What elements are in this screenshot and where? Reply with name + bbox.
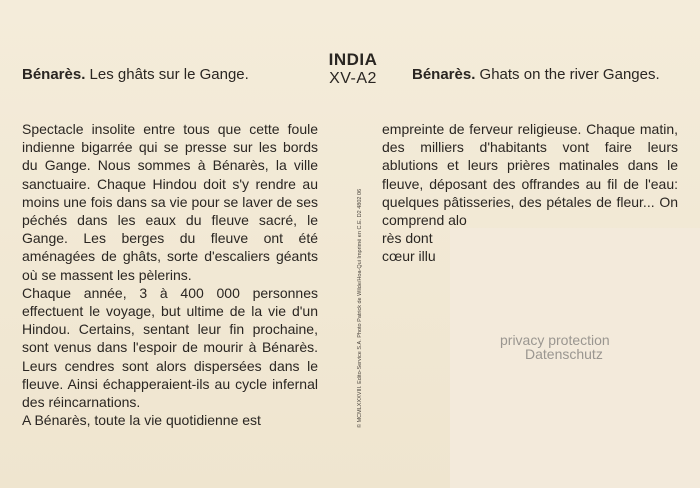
left-text-column [22,120,318,429]
card-number: XV-A2 [329,70,377,87]
paragraph: rès dont [382,230,433,247]
privacy-watermark [500,333,650,361]
paragraph: cœur illu [382,248,436,265]
privacy-line: Datenschutz [525,346,603,362]
caption-city-fr: Bénarès. [22,66,86,83]
english-caption [412,66,660,83]
paragraph: empreinte de ferveur religieuse. Chaque matin, des milliers d'habitants vont faire leurs ablutions et leurs prières matinales dans le fleuve, déposant des offrandes au fil de l'eau: quelques pâtisseries, des pétales de fleur... On comprend alo [382,121,678,229]
credit-text: © MCMLXXXVIII. Edito-Service S.A. Photo Patrick de Wilde/Hoa-Qui Imprimé en C.E. D2 4802 06 [357,188,363,428]
french-caption [22,66,249,83]
series-code [318,50,388,88]
caption-text-en: Ghats on the river Ganges. [475,66,660,83]
paragraph: Spectacle insolite entre tous que cette foule indienne bigarrée qui se presse sur les bords du Gange. Nous sommes à Bénarès, la ville sanctuaire. Chaque Hindou doit s'y rendre au moins une fois dans sa vie pour se laver de ses péchés dans les eaux du fleuve sacré, le Gange. Les berges du fleuve ont été aménagées de ghâts, sorte d'escaliers géants où se massent les pèlerins. [22,121,318,283]
caption-city-en: Bénarès. [412,66,476,83]
paragraph: Chaque année, 3 à 400 000 personnes effectuent le voyage, but ultime de la vie d'un Hindou. Certains, sentant leur fin prochaine, sont venus dans l'espoir de mourir à Bénarès. Leurs cendres sont alors dispersées dans le fleuve. Ainsi échapperaient-ils au cycle infernal des réincarnations. [22,284,318,411]
privacy-line: privacy protection [500,332,610,348]
country-label: INDIA [328,50,378,69]
printer-credit [357,128,367,428]
paragraph: A Bénarès, toute la vie quotidienne est [22,412,261,429]
caption-text-fr: Les ghâts sur le Gange. [85,66,249,83]
